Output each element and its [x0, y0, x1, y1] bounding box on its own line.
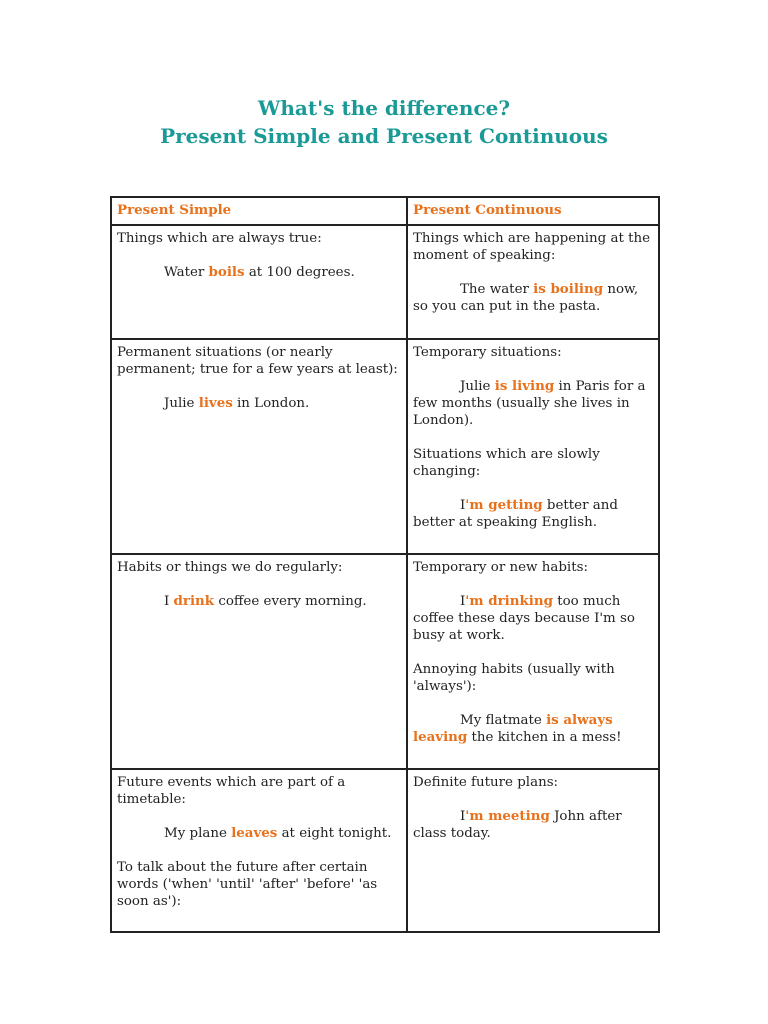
cell-continuous	[407, 339, 659, 554]
verb-highlight: is boiling	[533, 281, 604, 297]
example-sentence: I'm getting better and better at speaking English.	[413, 497, 618, 530]
usage-description: Future events which are part of a timetable:	[117, 775, 346, 807]
verb-highlight: 'm getting	[465, 497, 543, 513]
table-row	[111, 769, 659, 932]
example-sentence: I drink coffee every morning.	[164, 593, 367, 609]
usage-description: Habits or things we do regularly:	[117, 560, 343, 575]
example-sentence: Julie lives in London.	[164, 395, 310, 411]
table-row	[111, 225, 659, 339]
usage-description: Annoying habits (usually with 'always'):	[413, 662, 615, 694]
example-sentence: I'm drinking too much coffee these days because I'm so busy at work.	[413, 593, 635, 643]
verb-highlight: 'm meeting	[465, 808, 550, 824]
header-present-simple: Present Simple	[111, 197, 407, 225]
table-row	[111, 554, 659, 769]
cell-simple	[111, 339, 407, 554]
usage-description: To talk about the future after certain words ('when' 'until' 'after' 'before' 'as soon as'):	[117, 860, 378, 909]
verb-highlight: lives	[198, 395, 233, 411]
cell-simple	[111, 225, 407, 339]
usage-description: Things which are happening at the moment of speaking:	[413, 231, 651, 263]
example-sentence: My flatmate is always leaving the kitchen in a mess!	[413, 712, 622, 745]
verb-highlight: drink	[173, 593, 215, 609]
title-line-2: Present Simple and Present Continuous	[160, 124, 608, 148]
usage-description: Definite future plans:	[413, 775, 559, 790]
example-sentence: The water is boiling now, so you can put in the pasta.	[413, 281, 639, 314]
example-sentence: Julie is living in Paris for a few months (usually she lives in London).	[413, 378, 646, 428]
title-line-1: What's the difference?	[257, 96, 511, 120]
usage-description: Things which are always true:	[117, 231, 322, 246]
cell-continuous	[407, 554, 659, 769]
usage-description: Situations which are slowly changing:	[413, 447, 600, 479]
example-sentence: I'm meeting John after class today.	[413, 808, 622, 841]
verb-highlight: leaves	[231, 825, 278, 841]
header-present-continuous: Present Continuous	[407, 197, 659, 225]
comparison-table	[110, 196, 660, 933]
cell-continuous	[407, 769, 659, 932]
usage-description: Temporary or new habits:	[413, 560, 588, 575]
cell-simple	[111, 769, 407, 932]
verb-highlight: is always leaving	[413, 712, 613, 745]
table-header-row	[111, 197, 659, 225]
verb-highlight: boils	[208, 264, 245, 280]
cell-simple	[111, 554, 407, 769]
verb-highlight: is living	[494, 378, 555, 394]
example-sentence: My plane leaves at eight tonight.	[164, 825, 392, 841]
page-title	[0, 94, 768, 150]
usage-description: Temporary situations:	[413, 345, 562, 360]
verb-highlight: 'm drinking	[465, 593, 553, 609]
cell-continuous	[407, 225, 659, 339]
table-row	[111, 339, 659, 554]
usage-description: Permanent situations (or nearly permanent; true for a few years at least):	[117, 345, 398, 377]
example-sentence: Water boils at 100 degrees.	[164, 264, 355, 280]
